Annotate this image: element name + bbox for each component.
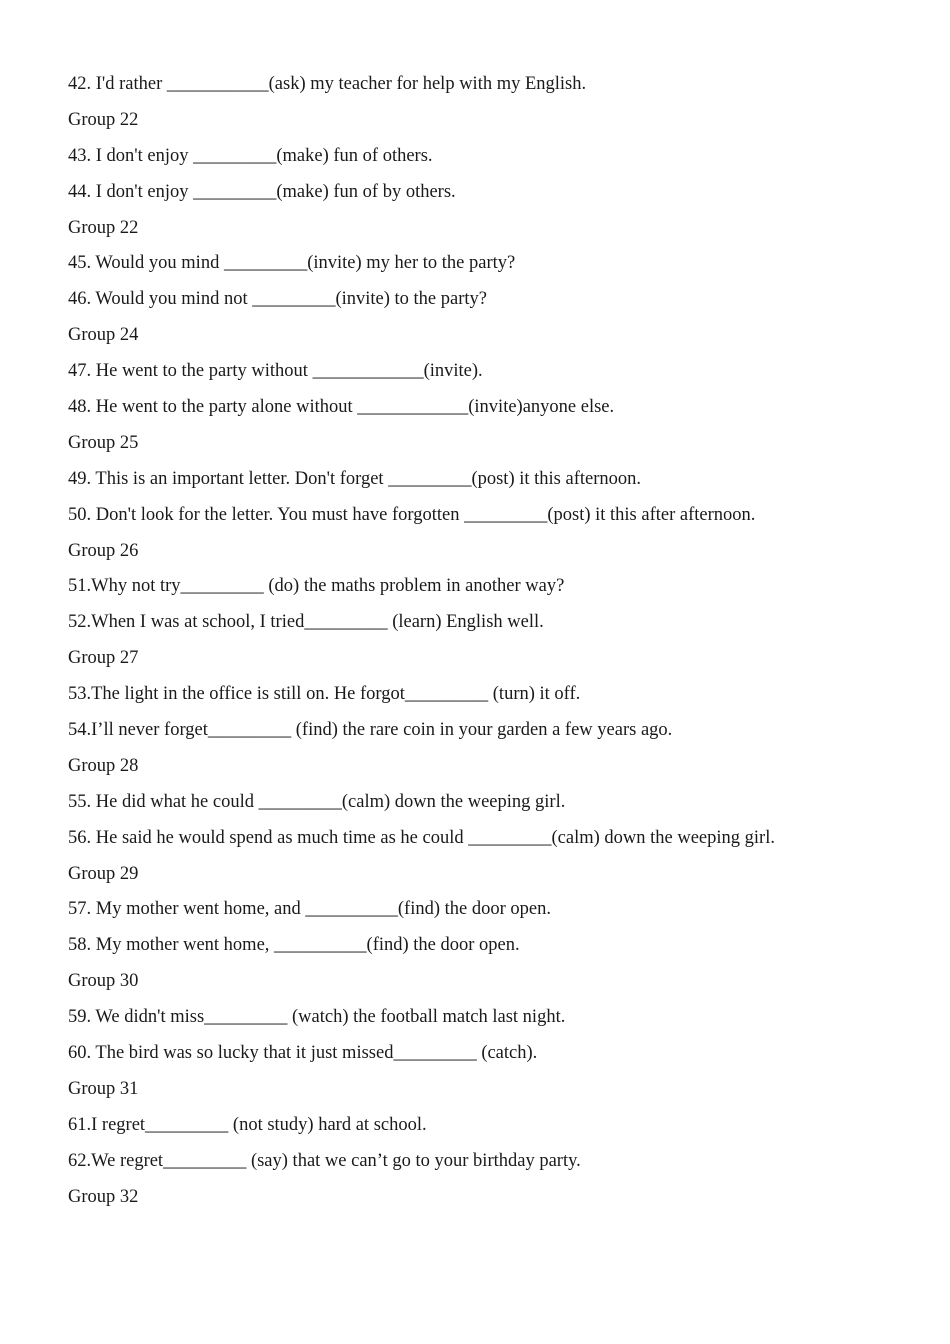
question-43: 43. I don't enjoy _________(make) fun of others. [68,145,433,166]
group-heading: Group 30 [68,971,139,992]
question-62: 62.We regret_________ (say) that we can’t go to your birthday party. [68,1150,581,1171]
group-heading: Group 24 [68,325,139,346]
question-61: 61.I regret_________ (not study) hard at school. [68,1114,427,1135]
group-heading: Group 32 [68,1186,139,1207]
question-49: 49. This is an important letter. Don't forget _________(post) it this afternoon. [68,468,641,489]
group-heading: Group 22 [68,109,139,130]
question-48: 48. He went to the party alone without ____________(invite)anyone else. [68,397,615,418]
question-55: 55. He did what he could _________(calm) down the weeping girl. [68,791,566,812]
question-56: 56. He said he would spend as much time as he could _________(calm) down the weeping girl. [68,827,775,848]
group-heading: Group 28 [68,755,139,776]
question-53: 53.The light in the office is still on. He forgot_________ (turn) it off. [68,684,581,705]
question-57: 57. My mother went home, and __________(find) the door open. [68,899,551,920]
group-heading: Group 22 [68,217,139,238]
worksheet-page [68,67,928,1216]
group-heading: Group 27 [68,648,139,669]
group-heading: Group 26 [68,540,139,561]
question-59: 59. We didn't miss_________ (watch) the football match last night. [68,1007,566,1028]
question-44: 44. I don't enjoy _________(make) fun of by others. [68,181,456,202]
question-42: 42. I'd rather ___________(ask) my teacher for help with my English. [68,74,587,94]
group-heading: Group 29 [68,863,139,884]
question-51: 51.Why not try_________ (do) the maths problem in another way? [68,576,565,597]
question-52: 52.When I was at school, I tried_________ (learn) English well. [68,612,544,633]
group-heading: Group 31 [68,1078,139,1099]
question-58: 58. My mother went home, __________(find) the door open. [68,935,520,956]
question-47: 47. He went to the party without ____________(invite). [68,361,483,382]
question-50: 50. Don't look for the letter. You must have forgotten _________(post) it this after afternoon. [68,504,756,525]
group-heading: Group 25 [68,432,139,453]
question-60: 60. The bird was so lucky that it just missed_________ (catch). [68,1043,538,1064]
question-46: 46. Would you mind not _________(invite) to the party? [68,289,487,310]
question-54: 54.I’ll never forget_________ (find) the rare coin in your garden a few years ago. [68,720,673,741]
question-45: 45. Would you mind _________(invite) my her to the party? [68,253,516,274]
